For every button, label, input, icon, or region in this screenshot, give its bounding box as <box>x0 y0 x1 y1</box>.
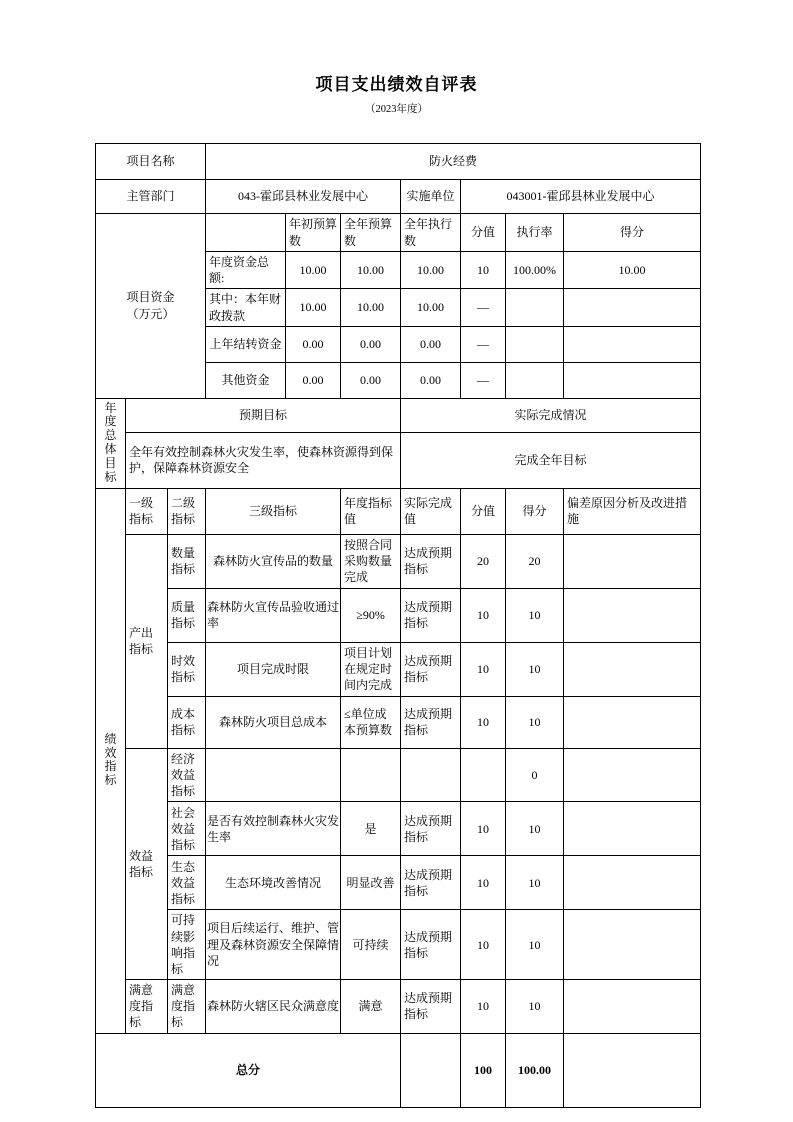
deviation-cell <box>564 642 701 696</box>
deviation-cell <box>564 748 701 802</box>
funds-rate-value: 100.00% <box>506 252 564 289</box>
actual-cell: 达成预期指标 <box>401 696 461 748</box>
points-cell: 10 <box>506 910 564 980</box>
points-cell: 0 <box>506 748 564 802</box>
funds-col-rate: 执行率 <box>506 214 564 252</box>
col-header-actual: 实际完成值 <box>401 488 461 534</box>
l1-benefit-indicator: 效益指标 <box>126 748 168 979</box>
l2-cell: 成本指标 <box>168 696 206 748</box>
col-header-l2: 二级指标 <box>168 488 206 534</box>
actual-cell: 达成预期指标 <box>401 642 461 696</box>
indicator-row-timeliness <box>96 642 701 696</box>
indicator-row-satisfaction <box>96 980 701 1034</box>
actual-cell: 达成预期指标 <box>401 534 461 588</box>
funds-budget-value: 10.00 <box>341 252 401 289</box>
funds-score-value: 10 <box>461 252 506 289</box>
deviation-cell <box>564 696 701 748</box>
impl-label: 实施单位 <box>401 180 461 214</box>
l3-cell: 森林防火宣传品验收通过率 <box>206 588 341 642</box>
funds-budget-value: 0.00 <box>341 362 401 398</box>
l3-cell: 生态环境改善情况 <box>206 856 341 910</box>
funds-score-value: — <box>461 289 506 326</box>
score-cell: 10 <box>461 802 506 856</box>
row-project-name <box>96 144 701 180</box>
funds-col-points: 得分 <box>564 214 701 252</box>
total-deviation-empty-cell <box>564 1033 701 1107</box>
funds-empty-corner-cell <box>206 214 286 252</box>
l3-cell: 森林防火项目总成本 <box>206 696 341 748</box>
total-points-value: 100.00 <box>506 1033 564 1107</box>
l1-output-indicator: 产出指标 <box>126 534 168 748</box>
row-goal-content <box>96 432 701 488</box>
funds-col-year-budget: 全年预算数 <box>341 214 401 252</box>
goal-section-label-text: 年度总体目标 <box>104 400 117 484</box>
funds-row-label: 上年结转资金 <box>206 326 286 362</box>
page-subtitle: （2023年度） <box>365 104 428 115</box>
col-header-target: 年度指标值 <box>341 488 401 534</box>
l2-cell: 可持续影响指标 <box>168 910 206 980</box>
deviation-cell <box>564 980 701 1034</box>
indicator-row-economic <box>96 748 701 802</box>
target-cell: 项目计划在规定时间内完成 <box>341 642 401 696</box>
l2-cell: 满意度指标 <box>168 980 206 1034</box>
row-total <box>96 1033 701 1107</box>
funds-executed-value: 0.00 <box>401 326 461 362</box>
funds-section-label-text: 项目资金（万元） <box>126 290 175 321</box>
deviation-cell <box>564 588 701 642</box>
l2-cell: 经济效益指标 <box>168 748 206 802</box>
funds-budget-value: 0.00 <box>341 326 401 362</box>
funds-initial-value: 10.00 <box>286 252 341 289</box>
funds-points-value <box>564 326 701 362</box>
l2-cell: 数量指标 <box>168 534 206 588</box>
project-name-label: 项目名称 <box>96 144 206 180</box>
total-empty-cell <box>401 1033 461 1107</box>
target-cell: ≤单位成本预算数 <box>341 696 401 748</box>
actual-cell: 达成预期指标 <box>401 802 461 856</box>
indicator-row-quality <box>96 588 701 642</box>
points-cell: 10 <box>506 642 564 696</box>
funds-initial-value: 0.00 <box>286 362 341 398</box>
target-cell <box>341 748 401 802</box>
dept-label: 主管部门 <box>96 180 206 214</box>
goal-actual-header: 实际完成情况 <box>401 398 701 432</box>
points-cell: 10 <box>506 802 564 856</box>
score-cell: 10 <box>461 856 506 910</box>
target-cell: 明显改善 <box>341 856 401 910</box>
deviation-cell <box>564 534 701 588</box>
points-cell: 20 <box>506 534 564 588</box>
funds-col-executed: 全年执行数 <box>401 214 461 252</box>
funds-initial-value: 10.00 <box>286 289 341 326</box>
score-cell: 10 <box>461 980 506 1034</box>
indicator-row-cost <box>96 696 701 748</box>
score-cell: 10 <box>461 588 506 642</box>
score-cell: 10 <box>461 910 506 980</box>
points-cell: 10 <box>506 980 564 1034</box>
col-header-l3: 三级指标 <box>206 488 341 534</box>
funds-score-value: — <box>461 362 506 398</box>
funds-rate-value <box>506 362 564 398</box>
actual-cell <box>401 748 461 802</box>
deviation-cell <box>564 802 701 856</box>
score-cell: 10 <box>461 642 506 696</box>
funds-points-value <box>564 289 701 326</box>
target-cell: 满意 <box>341 980 401 1034</box>
funds-rate-value <box>506 289 564 326</box>
row-departments <box>96 180 701 214</box>
funds-executed-value: 10.00 <box>401 289 461 326</box>
points-cell: 10 <box>506 696 564 748</box>
deviation-cell <box>564 856 701 910</box>
actual-cell: 达成预期指标 <box>401 856 461 910</box>
funds-initial-value: 0.00 <box>286 326 341 362</box>
row-funds-header <box>96 214 701 252</box>
score-cell <box>461 748 506 802</box>
actual-cell: 达成预期指标 <box>401 980 461 1034</box>
row-indicators-header <box>96 488 701 534</box>
target-cell: 是 <box>341 802 401 856</box>
impl-value: 043001-霍邱县林业发展中心 <box>461 180 701 214</box>
total-score-value: 100 <box>461 1033 506 1107</box>
funds-rate-value <box>506 326 564 362</box>
page-title: 项目支出绩效自评表 <box>315 75 478 94</box>
goal-expected-text: 全年有效控制森林火灾发生率，使森林资源得到保护，保障森林资源安全 <box>126 432 401 488</box>
l2-cell: 社会效益指标 <box>168 802 206 856</box>
indicator-row-sustainability <box>96 910 701 980</box>
funds-row-label: 年度资金总额: <box>206 252 286 289</box>
funds-points-value <box>564 362 701 398</box>
dept-value: 043-霍邱县林业发展中心 <box>206 180 401 214</box>
row-goal-header <box>96 398 701 432</box>
indicators-section-label-text: 绩效指标 <box>104 731 117 788</box>
total-label: 总分 <box>96 1033 401 1107</box>
funds-section-label <box>96 214 206 399</box>
goal-section-label <box>96 398 126 488</box>
l2-cell: 生态效益指标 <box>168 856 206 910</box>
actual-cell: 达成预期指标 <box>401 910 461 980</box>
score-cell: 10 <box>461 696 506 748</box>
project-name-value: 防火经费 <box>206 144 701 180</box>
l3-cell: 项目后续运行、维护、管理及森林资源安全保障情况 <box>206 910 341 980</box>
l3-cell: 森林防火宣传品的数量 <box>206 534 341 588</box>
evaluation-table <box>95 143 701 1108</box>
points-cell: 10 <box>506 856 564 910</box>
indicator-row-ecological <box>96 856 701 910</box>
col-header-deviation: 偏差原因分析及改进措施 <box>564 488 701 534</box>
funds-row-label: 其他资金 <box>206 362 286 398</box>
deviation-cell <box>564 910 701 980</box>
score-cell: 20 <box>461 534 506 588</box>
target-cell: ≥90% <box>341 588 401 642</box>
funds-col-initial-budget: 年初预算数 <box>286 214 341 252</box>
funds-budget-value: 10.00 <box>341 289 401 326</box>
goal-expected-header: 预期目标 <box>126 398 401 432</box>
funds-score-value: — <box>461 326 506 362</box>
l3-cell <box>206 748 341 802</box>
actual-cell: 达成预期指标 <box>401 588 461 642</box>
funds-row-label: 其中：本年财政拨款 <box>206 289 286 326</box>
l3-cell: 森林防火辖区民众满意度 <box>206 980 341 1034</box>
goal-actual-text: 完成全年目标 <box>401 432 701 488</box>
target-cell: 按照合同采购数量完成 <box>341 534 401 588</box>
funds-points-value: 10.00 <box>564 252 701 289</box>
col-header-points: 得分 <box>506 488 564 534</box>
indicators-section-label <box>96 488 126 1033</box>
col-header-l1: 一级指标 <box>126 488 168 534</box>
points-cell: 10 <box>506 588 564 642</box>
indicator-row-quantity <box>96 534 701 588</box>
l2-cell: 时效指标 <box>168 642 206 696</box>
l1-satisfaction-indicator: 满意度指标 <box>126 980 168 1034</box>
funds-col-score: 分值 <box>461 214 506 252</box>
l3-cell: 是否有效控制森林火灾发生率 <box>206 802 341 856</box>
funds-executed-value: 10.00 <box>401 252 461 289</box>
col-header-score: 分值 <box>461 488 506 534</box>
target-cell: 可持续 <box>341 910 401 980</box>
funds-executed-value: 0.00 <box>401 362 461 398</box>
l2-cell: 质量指标 <box>168 588 206 642</box>
l3-cell: 项目完成时限 <box>206 642 341 696</box>
indicator-row-social <box>96 802 701 856</box>
